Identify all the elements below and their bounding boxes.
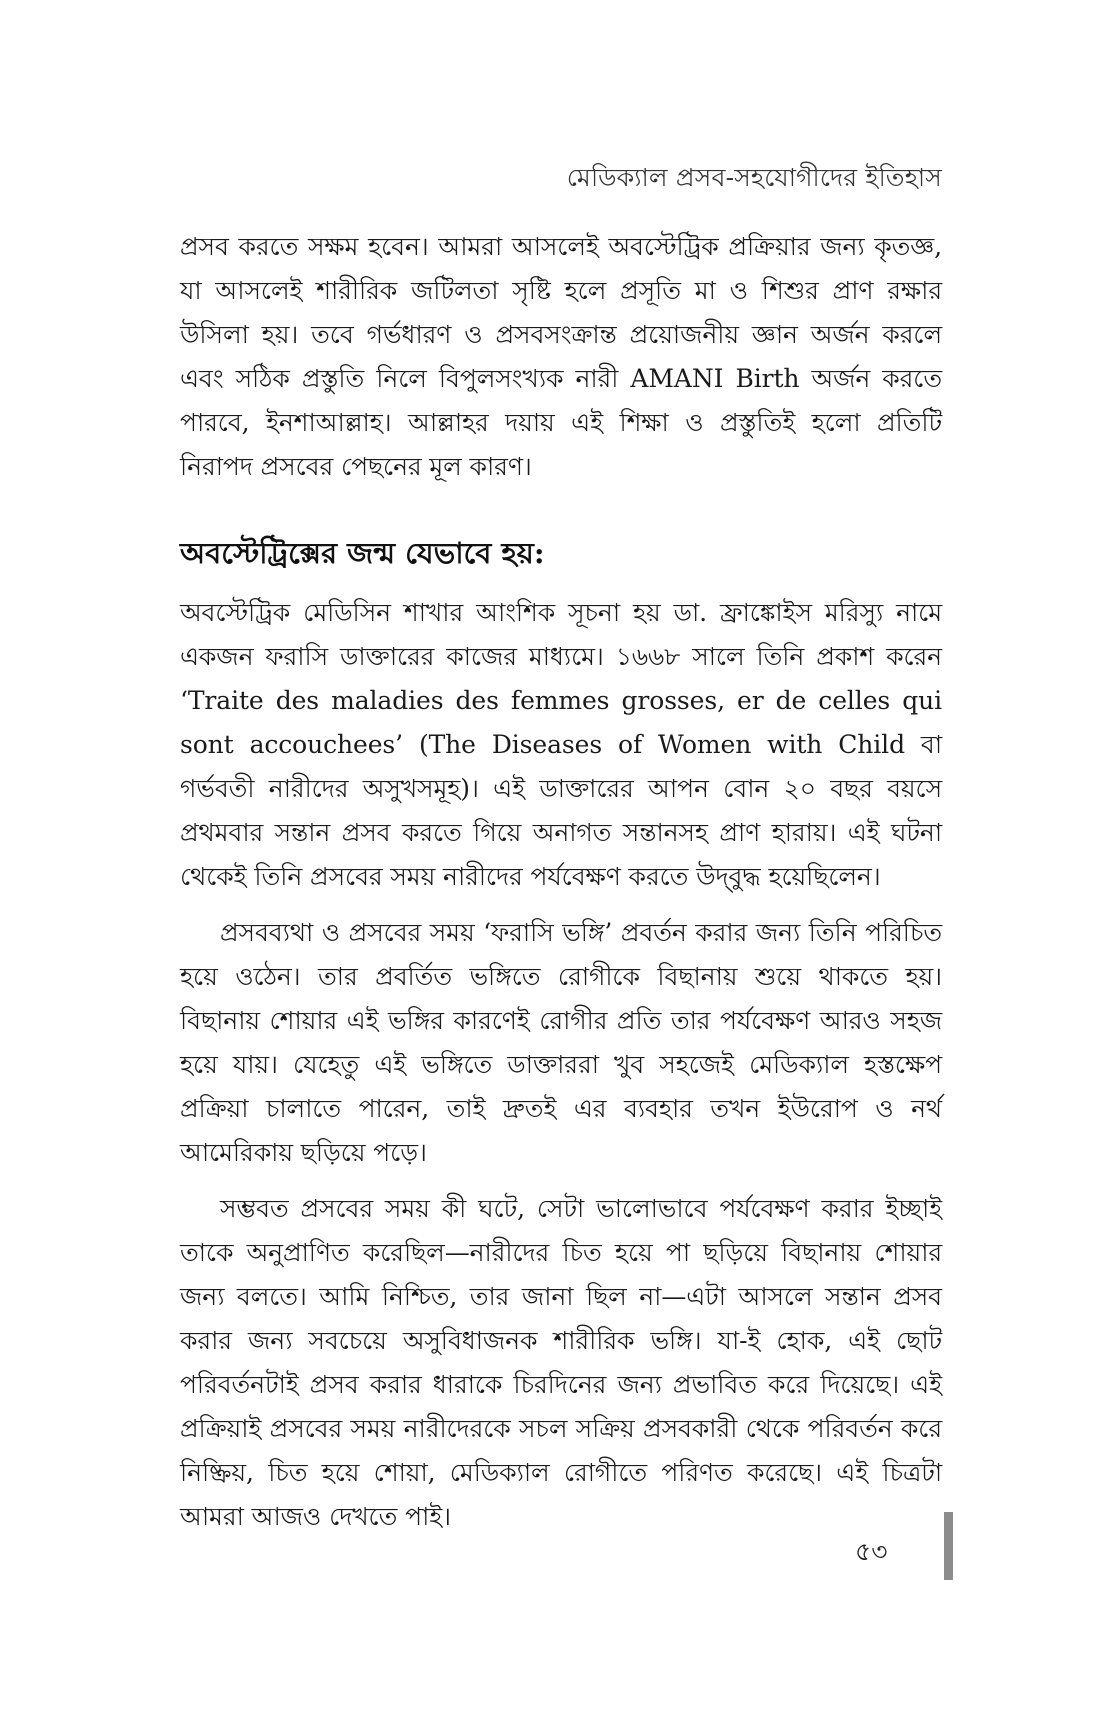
running-head: মেডিক্যাল প্রসব-সহযোগীদের ইতিহাস	[566, 163, 942, 192]
section-heading: অবস্টেট্রিক্সের জন্ম যেভাবে হয়:	[180, 536, 545, 570]
page-number: ৫৩	[855, 1537, 888, 1566]
body-paragraph: অবস্টেট্রিক মেডিসিন শাখার আংশিক সূচনা হয় ডা. ফ্রাঙ্কোইস মরিস্যু নামে একজন ফরাসি ডাক্তারের কাজের মাধ্যমে। ১৬৬৮ সালে তিনি প্রকাশ করেন ‘Traite des maladies des femmes grosses, er de celles qui sont accouchees’ (The Diseases of Women with Child বা গর্ভবতী নারীদের অসুখসমূহ)। এই ডাক্তারের আপন বোন ২০ বছর বয়সে প্রথমবার সন্তান প্রসব করতে গিয়ে অনাগত সন্তানসহ প্রাণ হারায়। এই ঘটনা থেকেই তিনি প্রসবের সময় নারীদের পর্যবেক্ষণ করতে উদ্‌বুদ্ধ হয়েছিলেন।	[180, 598, 942, 891]
body-paragraph: সম্ভবত প্রসবের সময় কী ঘটে, সেটা ভালোভাবে পর্যবেক্ষণ করার ইচ্ছাই তাকে অনুপ্রাণিত করেছিল—নারীদের চিত হয়ে পা ছড়িয়ে বিছানায় শোয়ার জন্য বলতে। আমি নিশ্চিত, তার জানা ছিল না—এটা আসলে সন্তান প্রসব করার জন্য সবচেয়ে অসুবিধাজনক শারীরিক ভঙ্গি। যা-ই হোক, এই ছোট পরিবর্তনটাই প্রসব করার ধারাকে চিরদিনের জন্য প্রভাবিত করে দিয়েছে। এই প্রক্রিয়াই প্রসবের সময় নারীদেরকে সচল সক্রিয় প্রসবকারী থেকে পরিবর্তন করে নিষ্ক্রিয়, চিত হয়ে শোয়া, মেডিক্যাল রোগীতে পরিণত করেছে। এই চিত্রটা আমরা আজও দেখতে পাই।	[180, 1194, 942, 1531]
folio-bar	[944, 1512, 953, 1580]
body-paragraph: প্রসব করতে সক্ষম হবেন। আমরা আসলেই অবস্টেট্রিক প্রক্রিয়ার জন্য কৃতজ্ঞ, যা আসলেই শারীরিক জটিলতা সৃষ্টি হলে প্রসূতি মা ও শিশুর প্রাণ রক্ষার উসিলা হয়। তবে গর্ভধারণ ও প্রসবসংক্রান্ত প্রয়োজনীয় জ্ঞান অর্জন করলে এবং সঠিক প্রস্তুতি নিলে বিপুলসংখ্যক নারী AMANI Birth অর্জন করতে পারবে, ইনশাআল্লাহ। আল্লাহর দয়ায় এই শিক্ষা ও প্রস্তুতিই হলো প্রতিটি নিরাপদ প্রসবের পেছনের মূল কারণ।	[180, 232, 942, 481]
page-body	[180, 225, 942, 1539]
body-paragraph: প্রসবব্যথা ও প্রসবের সময় ‘ফরাসি ভঙ্গি’ প্রবর্তন করার জন্য তিনি পরিচিত হয়ে ওঠেন। তার প্রবর্তিত ভঙ্গিতে রোগীকে বিছানায় শুয়ে থাকতে হয়। বিছানায় শোয়ার এই ভঙ্গির কারণেই রোগীর প্রতি তার পর্যবেক্ষণ আরও সহজ হয়ে যায়। যেহেতু এই ভঙ্গিতে ডাক্তাররা খুব সহজেই মেডিক্যাল হস্তক্ষেপ প্রক্রিয়া চালাতে পারেন, তাই দ্রুতই এর ব্যবহার তখন ইউরোপ ও নর্থ আমেরিকায় ছড়িয়ে পড়ে।	[180, 918, 942, 1167]
